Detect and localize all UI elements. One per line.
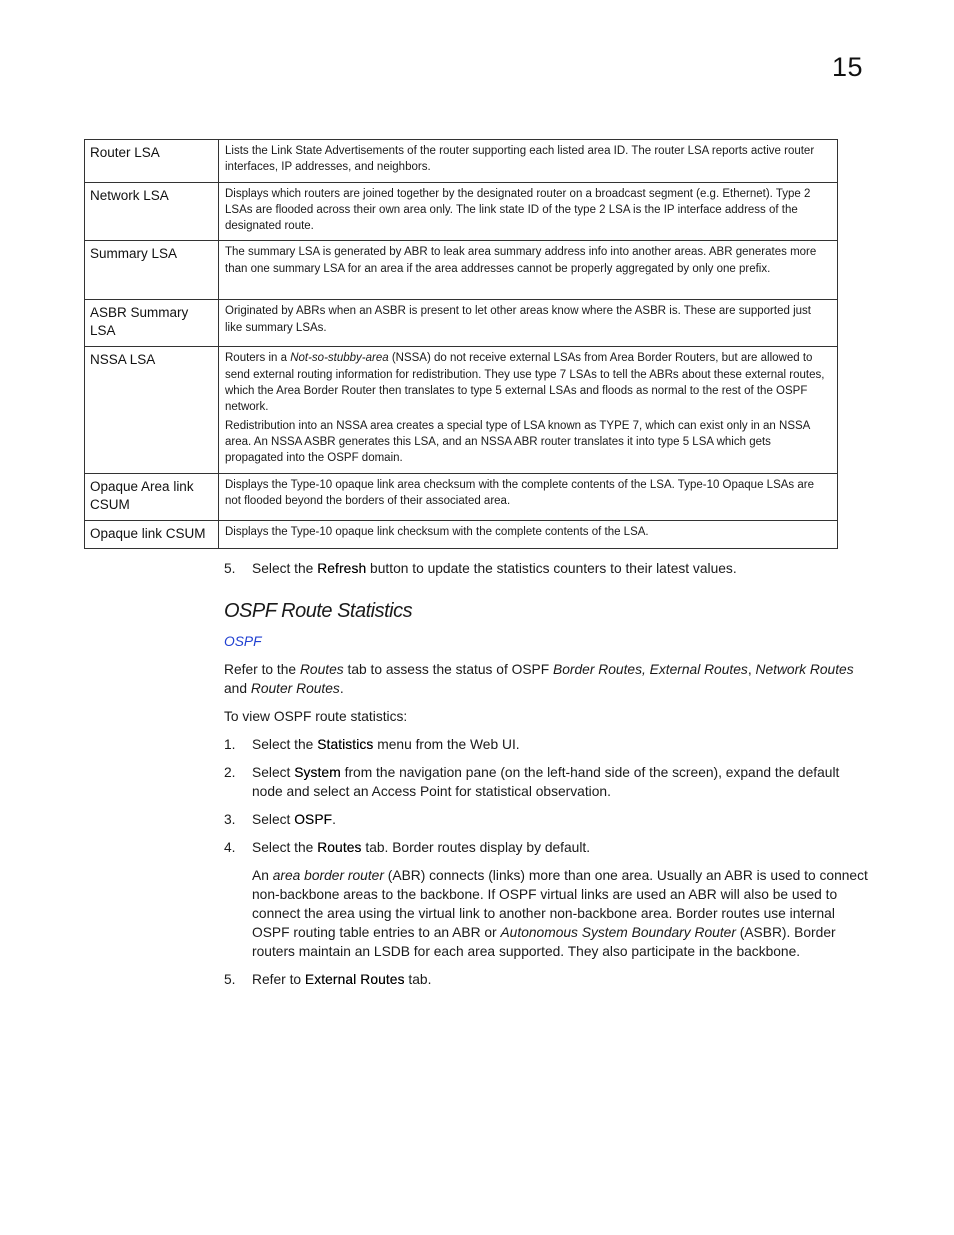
step-3: 3. Select OSPF. [224, 812, 336, 827]
statistics-ui-label: Statistics [317, 737, 374, 752]
lsa-description: The summary LSA is generated by ABR to leak area summary address info into another areas. ABR generates more than one summary LSA for an area if the area addresses cannot be properly aggregated by only one prefix. [219, 241, 838, 300]
table-row [85, 241, 838, 300]
table-row [85, 347, 838, 473]
step-2: 2. Select System from the navigation pane (on the left-hand side of the screen), expand the default node and select an Access Point for statistical observation. [224, 765, 840, 799]
lsa-description: Lists the Link State Advertisements of the router supporting each listed area ID. The router LSA reports active router interfaces, IP addresses, and neighbors. [219, 140, 838, 183]
step-1: 1. Select the Statistics menu from the Web UI. [224, 737, 520, 752]
lsa-term: NSSA LSA [85, 347, 219, 473]
ospf-ui-label: OSPF [294, 812, 333, 827]
table-row [85, 473, 838, 520]
lsa-term: Router LSA [85, 140, 219, 183]
lsa-types-table [84, 139, 838, 549]
lsa-term: Network LSA [85, 182, 219, 241]
lsa-term: Opaque Area link CSUM [85, 473, 219, 520]
table-row [85, 520, 838, 548]
lsa-description: Displays the Type-10 opaque link area checksum with the complete contents of the LSA. Type-10 Opaque LSAs are not flooded beyond the borders of their associated area. [219, 473, 838, 520]
table-row [85, 182, 838, 241]
routes-ui-label: Routes [317, 840, 362, 855]
system-ui-label: System [294, 765, 341, 780]
lsa-description: Displays the Type-10 opaque link checksum with the complete contents of the LSA. [219, 520, 838, 548]
lsa-term: Summary LSA [85, 241, 219, 300]
abr-paragraph: An area border router (ABR) connects (links) more than one area. Usually an ABR is used to connect non-backbone areas to the backbone. If OSPF virtual links are used an ABR will also be used to connect the area using the virtual link to another non-backbone area. Border routes use internal OSPF routing table entries to an ABR or Autonomous System Boundary Router (ASBR). Border routers maintain an LSDB for each area supported. They also participate in the backbone. [252, 868, 868, 959]
lsa-term: ASBR Summary LSA [85, 300, 219, 347]
section-title: OSPF Route Statistics [224, 600, 413, 622]
chapter-number: 15 [832, 52, 864, 82]
to-view-text: To view OSPF route statistics: [224, 709, 408, 724]
refresh-ui-label: Refresh [317, 561, 367, 576]
external-routes-ui-label: External Routes [304, 972, 405, 987]
step-refresh: 5. Select the Refresh button to update the statistics counters to their latest values. [224, 561, 737, 576]
lsa-description: Displays which routers are joined together by the designated router on a broadcast segment (e.g. Ethernet). Type 2 LSAs are flooded across their own area only. The link state ID of the type 2 LSA is the IP interface address of the designated route. [219, 182, 838, 241]
table-row [85, 300, 838, 347]
lsa-description: Routers in a Not-so-stubby-area (NSSA) do not receive external LSAs from Area Border Routers, but are allowed to send external routing information for redistribution. They use type 7 LSAs to tell the ABRs about these external routes, which the Area Border Router then translates to type 5 external LSAs and floods as normal to the rest of the OSPF network. Redistribution into an NSSA area creates a special type of LSA known as TYPE 7, which can exist only in an NSSA area. An NSSA ASBR generates this LSA, and an NSSA ABR router translates it into type 5 LSA which gets propagated into the OSPF domain. [219, 347, 838, 473]
lsa-description: Originated by ABRs when an ASBR is present to let other areas know where the ASBR is. These are supported just like summary LSAs. [219, 300, 838, 347]
step-5: 5. Refer to External Routes tab. [224, 972, 432, 987]
table-row [85, 140, 838, 183]
ospf-link[interactable]: OSPF [224, 634, 262, 649]
intro-paragraph: Refer to the Routes tab to assess the status of OSPF Border Routes, External Routes, Network Routes and Router Routes. [224, 662, 854, 696]
step-4: 4. Select the Routes tab. Border routes display by default. [224, 840, 591, 855]
body-content [224, 559, 872, 998]
lsa-term: Opaque link CSUM [85, 520, 219, 548]
